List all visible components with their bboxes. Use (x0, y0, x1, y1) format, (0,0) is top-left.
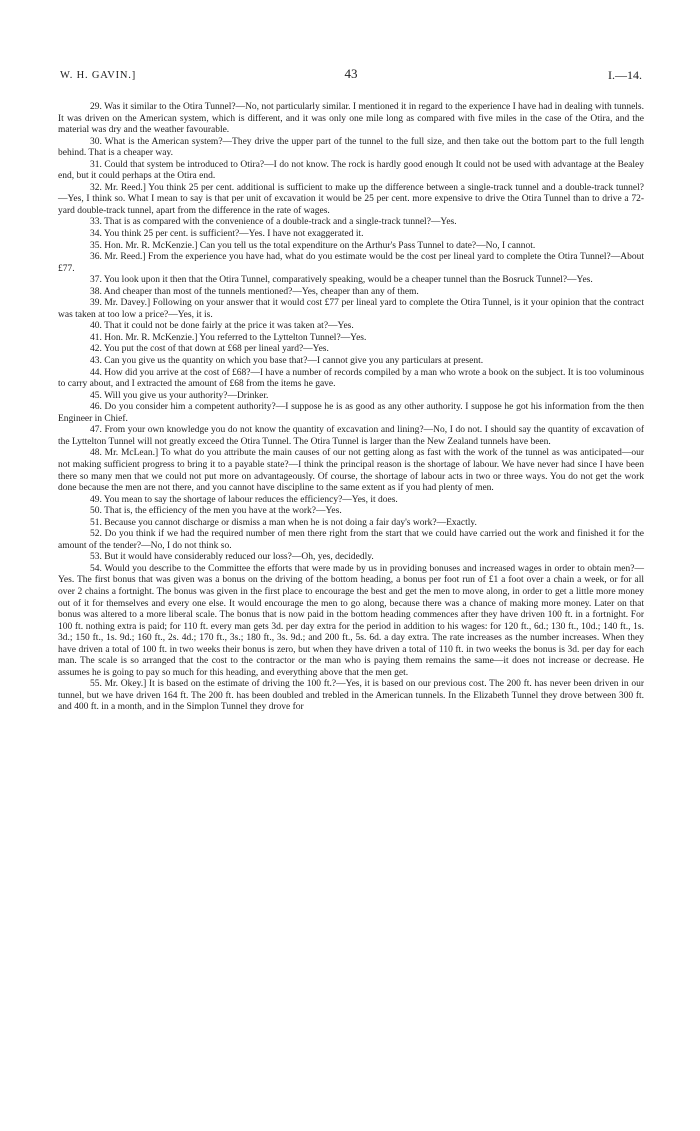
question-paragraph: 34. You think 25 per cent. is sufficient?—Yes. I have not exaggerated it. (90, 229, 364, 240)
page-number: 43 (344, 66, 358, 81)
question-paragraph: 35. Hon. Mr. R. McKenzie.] Can you tell us the total expenditure on the Arthur's Pass Tunnel to date?—No, I cannot. (90, 240, 536, 251)
question-paragraph: 33. That is as compared with the convenience of a double-track and a single-track tunnel?—Yes. (90, 217, 457, 228)
question-paragraph: 43. Can you give us the quantity on which you base that?—I cannot give you any particulars at present. (90, 356, 484, 367)
question-paragraph: 44. How did you arrive at the cost of £68?—I have a number of records compiled by a man who wrote a book on the subject. It is too voluminous to carry about, and I extracted the amount of £68 from the items he gave. (58, 367, 644, 390)
question-paragraph: 40. That it could not be done fairly at the price it was taken at?—Yes. (90, 321, 354, 332)
question-paragraph: 42. You put the cost of that down at £68 per lineal yard?—Yes. (90, 344, 329, 355)
page-header (58, 68, 644, 102)
question-paragraph: 49. You mean to say the shortage of labour reduces the efficiency?—Yes, it does. (90, 494, 398, 505)
question-paragraph: 36. Mr. Reed.] From the experience you have had, what do you estimate would be the cost per lineal yard to complete the Otira Tunnel?—About £77. (58, 252, 644, 274)
question-paragraph: 46. Do you consider him a competent authority?—I suppose he is as good as any other authority. I suppose he got his information from the then Engineer in Chief. (58, 402, 644, 424)
question-paragraph: 37. You look upon it then that the Otira Tunnel, comparatively speaking, would be a cheaper tunnel than the Bosruck Tunnel?—Yes. (90, 275, 593, 286)
question-paragraph: 38. And cheaper than most of the tunnels mentioned?—Yes, cheaper than any of them. (90, 286, 419, 297)
question-paragraph: 50. That is, the efficiency of the men you have at the work?—Yes. (90, 506, 342, 517)
paper-reference: I.—14. (608, 68, 642, 82)
question-paragraph: 45. Will you give us your authority?—Drinker. (90, 390, 269, 401)
question-paragraph: 53. But it would have considerably reduced our loss?—Oh, yes, decidedly. (90, 552, 374, 563)
question-paragraph: 32. Mr. Reed.] You think 25 per cent. additional is sufficient to make up the difference between a single-track tunnel and a double-track tunnel?—Yes, I think so. What I mean to say is that per unit of excavation it would be 25 per cent. more expensive to drive the Otira Tunnel than to drive a 72-yard double-track tunnel, apart from the difference in the rate of wages. (58, 182, 644, 216)
question-paragraph: 47. From your own knowledge you do not know the quantity of excavation and lining?—No, I do not. I should say the quantity of excavation of the Lyttelton Tunnel will not greatly exceed the Otira Tunnel. The Otira Tunnel is larger than the New Zealand tunnels have been. (58, 425, 644, 447)
question-paragraph: 30. What is the American system?—They drive the upper part of the tunnel to the full size, and then take out the bottom part to the full length behind. That is a cheaper way. (58, 136, 644, 159)
question-paragraph: 48. Mr. McLean.] To what do you attribute the main causes of our not getting along as fast with the work of the tunnel as was anticipated—our not making sufficient progress to bring it to a payable state?—I think the principal reason is the shortage of labour. We have never had since I have been there so many men that we could not put more on advantageously. Of course, the shortage of labour acts in two or three ways. You do not get the work done because the men are not there, and you cannot have discipline to the same extent as if you had plenty of men. (58, 448, 644, 494)
question-paragraph: 39. Mr. Davey.] Following on your answer that it would cost £77 per lineal yard to complete the Otira Tunnel, is it your opinion that the contract was taken at too low a price?—Yes, it is. (58, 298, 644, 320)
question-paragraph: 54. Would you describe to the Committee the efforts that were made by us in providing bonuses and increased wages in order to obtain men?—Yes. The first bonus that was given was a bonus on the driving of the bottom heading, a bonus per foot run of £1 a foot over a chain a week, or for all over 2 chains a fortnight. The bonus was given in the first place to encourage the best and get the men to move along, in order to get a little more money out of it for themselves and every one else. It would encourage the men to go along, because there was a chance of making more money. Later on that bonus was altered to a more liberal scale. The bonus that is now paid in the bottom heading commences after they have driven 100 ft. in a fortnight. For 100 ft. nothing extra is paid; for 110 ft. every man gets 3d. per day extra for the period in addition to his wages: for 120 ft., 6d.; 130 ft., 10d.; 140 ft., 1s. 3d.; 150 ft., 1s. 9d.; 160 ft., 2s. 4d.; 170 ft., 3s.; 180 ft., 3s. 9d.; and 200 ft., 5s. 6d. a day extra. The rate increases as the number increases. When they have driven a total of 100 ft. in two weeks their bonus is zero, but when they have driven a total of 110 ft. in two weeks the bonus is 3d. per day for each man. The scale is so arranged that the cost to the contractor or the man who is paying them remains the same—it does not increase or decrease. He assumes he is going to pay so much for this heading, and everything above that the men get. (58, 563, 644, 678)
document-body (58, 102, 644, 714)
question-paragraph: 51. Because you cannot discharge or dismiss a man when he is not doing a fair day's work?—Exactly. (90, 517, 477, 528)
question-paragraph: 41. Hon. Mr. R. McKenzie.] You referred to the Lyttelton Tunnel?—Yes. (90, 332, 367, 343)
header-witness-name: W. H. GAVIN.] (60, 70, 137, 81)
question-paragraph: 52. Do you think if we had the required number of men there right from the start that we could have carried out the work and finished it for the amount of the tender?—No, I do not think so. (58, 529, 644, 551)
question-paragraph: 29. Was it similar to the Otira Tunnel?—No, not particularly similar. I mentioned it in regard to the experience I have had in dealing with tunnels. It was driven on the American system, which is different, and it was only one mile long as compared with five miles in the case of the Otira, and the material was dry and the weather favourable. (58, 102, 644, 136)
question-paragraph: 55. Mr. Okey.] It is based on the estimate of driving the 100 ft.?—Yes, it is based on our previous cost. The 200 ft. has never been driven in our tunnel, but we have driven 164 ft. The 200 ft. has been doubled and trebled in the American tunnels. In the Elizabeth Tunnel they drove between 300 ft. and 400 ft. in a month, and in the Simplon Tunnel they drove for (58, 679, 644, 713)
question-paragraph: 31. Could that system be introduced to Otira?—I do not know. The rock is hardly good enough It could not be used with advantage at the Bealey end, but it could perhaps at the Otira end. (58, 159, 644, 182)
